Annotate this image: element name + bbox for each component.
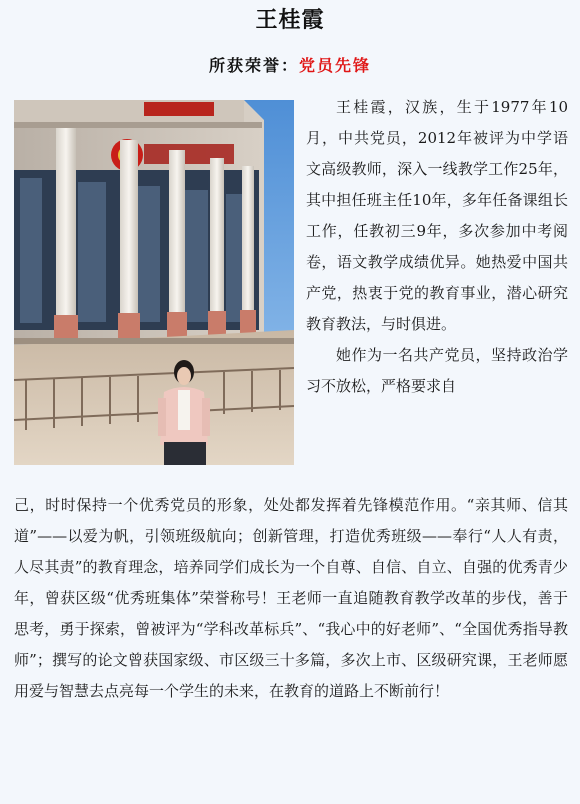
full-width-text xyxy=(14,490,568,707)
portrait-photo xyxy=(14,100,294,465)
honor-label: 所获荣誉： xyxy=(208,56,299,75)
honor-value: 党员先锋 xyxy=(299,56,372,75)
person-name: 王桂霞 xyxy=(255,8,325,33)
honor-line xyxy=(0,52,580,80)
paragraph-2-start: 她作为一名共产党员，坚持政治学习不放松，严格要求自 xyxy=(306,346,568,395)
paragraph-2-continued: 己，时时保持一个优秀党员的形象，处处都发挥着先锋模范作用。“亲其师、信其道”——以爱为帆，引领班级航向；创新管理，打造优秀班级——奉行“人人有责，人尽其责”的教育理念，培养同学们成长为一个自尊、自信、自立、自强的优秀青少年，曾获区级“优秀班集体”荣誉称号！王老师一直追随教育教学改革的步伐，善于思考，勇于探索，曾被评为“学科改革标兵”、“我心中的好老师”、“全国优秀指导教师”；撰写的论文曾获国家级、市区级三十多篇，多次上市、区级研究课，王老师愿用爱与智慧去点亮每一个学生的未来，在教育的道路上不断前行！ xyxy=(14,496,568,700)
paragraph-1: 王桂霞，汉族，生于1977年10月，中共党员，2012年被评为中学语文高级教师，深入一线教学工作25年，其中担任班主任10年，多年任备课组长工作，任教初三9年，多次参加中考阅卷，语文教学成绩优异。她热爱中国共产党，热衷于党的教育事业，潜心研究教育教法，与时俱进。 xyxy=(306,98,568,333)
side-text-column xyxy=(306,92,568,402)
